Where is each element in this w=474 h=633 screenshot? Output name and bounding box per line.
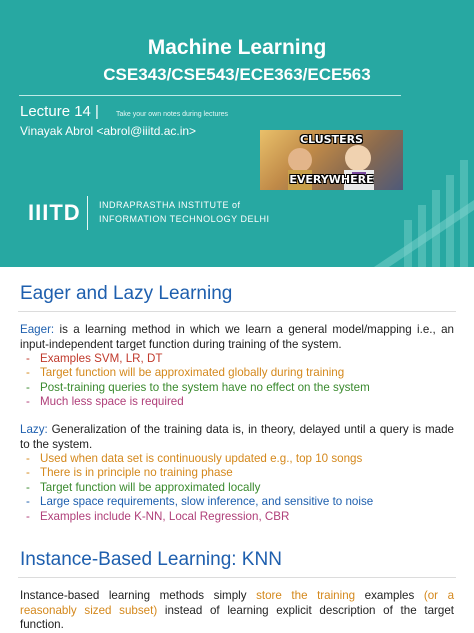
lazy-term: Lazy: <box>20 423 48 436</box>
knn-text: examples <box>355 589 424 602</box>
knn-highlight: store the training <box>256 589 356 602</box>
lazy-text: Generalization of the training data is, in theory, delayed until a query is made to the system. <box>20 423 454 451</box>
list-item: - Examples include K-NN, Local Regression, CBR <box>40 510 373 524</box>
list-item: - Target function will be approximated locally <box>40 481 373 495</box>
lazy-definition <box>20 423 454 452</box>
heading-underline <box>18 311 456 312</box>
knn-text: instead of learning explicit description of the target function. <box>20 603 455 631</box>
author-line: Vinayak Abrol <abrol@iiitd.ac.in> <box>20 124 197 138</box>
list-item: - Used when data set is continuously updated e.g., top 10 songs <box>40 452 373 466</box>
knn-heading: Instance-Based Learning: KNN <box>20 549 282 570</box>
list-item: - Much less space is required <box>40 395 370 409</box>
meme-bottom-text: EVERYWHERE <box>289 173 374 186</box>
lecture-number: Lecture 14 | <box>20 103 99 120</box>
eager-term: Eager: <box>20 323 55 336</box>
eager-list <box>40 352 370 410</box>
heading-underline <box>18 577 456 578</box>
list-item: - Large space requirements, slow inference, and sensitive to noise <box>40 495 373 509</box>
meme-top-text: CLUSTERS <box>300 133 363 146</box>
lecture-note: Take your own notes during lectures <box>116 111 229 118</box>
eager-text: is a learning method in which we learn a general model/mapping i.e., an input-independent target function during training of the system. <box>20 323 454 351</box>
course-title: Machine Learning <box>147 36 327 59</box>
list-item: - There is in principle no training phase <box>40 466 373 480</box>
list-item: - Examples SVM, LR, DT <box>40 352 370 366</box>
institute-name-line2: INFORMATION TECHNOLOGY DELHI <box>99 214 270 224</box>
logo-separator <box>87 196 88 230</box>
title-banner <box>0 0 474 267</box>
iiitd-logo <box>28 200 81 226</box>
knn-text: Instance-based learning methods simply <box>20 589 257 602</box>
lazy-list <box>40 452 373 524</box>
institute-name-line1: INDRAPRASTHA INSTITUTE of <box>99 200 241 210</box>
course-codes: CSE343/CSE543/ECE363/ECE563 <box>103 65 371 84</box>
banner-divider <box>19 95 401 96</box>
knn-highlight: (or a reasonably sized subset) <box>20 589 455 617</box>
list-item: - Post-training queries to the system have no effect on the system <box>40 381 370 395</box>
eager-definition <box>20 323 454 352</box>
logo-text: IIITD <box>28 200 81 225</box>
knn-paragraph <box>20 589 454 633</box>
eager-lazy-heading: Eager and Lazy Learning <box>20 283 233 304</box>
list-item: - Target function will be approximated globally during training <box>40 366 370 380</box>
decorative-bars-icon <box>344 150 474 267</box>
